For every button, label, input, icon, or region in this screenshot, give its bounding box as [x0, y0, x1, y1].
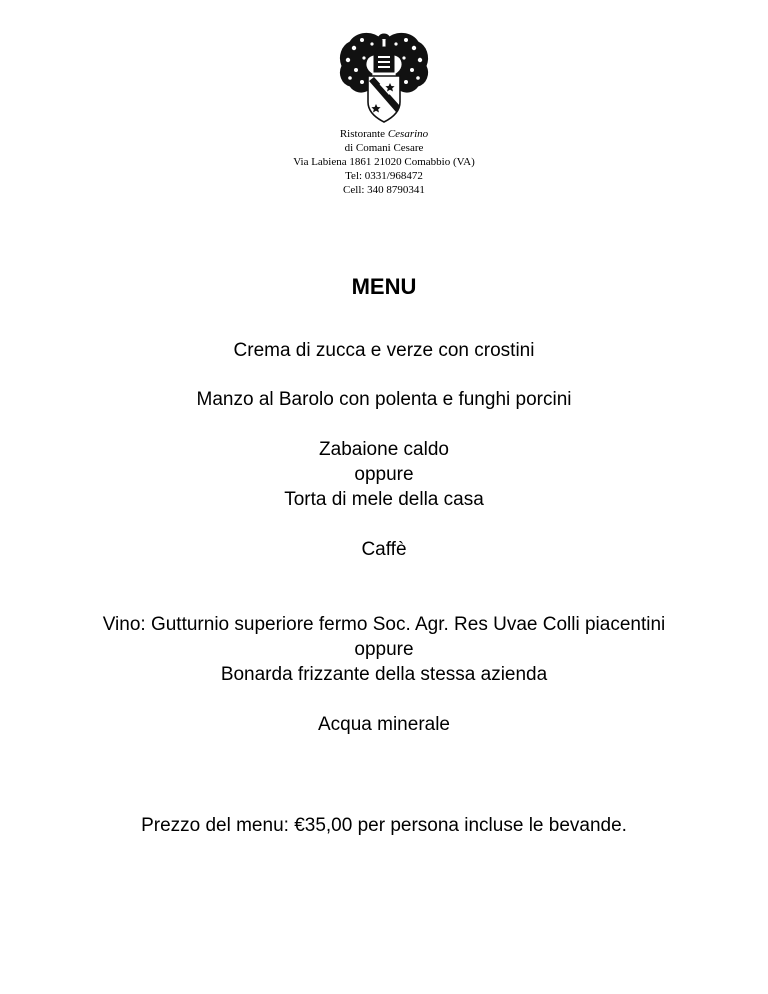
telephone-line: Tel: 0331/968472 — [345, 170, 423, 182]
wine-option-1: Vino: Gutturnio superiore fermo Soc. Agr. Res Uvae Colli piacentini — [102, 614, 666, 635]
restaurant-header — [0, 127, 768, 197]
wine-or: oppure — [354, 639, 414, 660]
course-dessert-2: Torta di mele della casa — [284, 489, 484, 510]
address-line: Via Labiena 1861 21020 Comabbio (VA) — [293, 156, 475, 168]
helmet — [374, 47, 394, 72]
restaurant-prefix: Ristorante — [339, 128, 386, 140]
restaurant-name-line — [0, 127, 768, 141]
course-dessert-1: Zabaione caldo — [319, 439, 449, 460]
course-main: Manzo al Barolo con polenta e funghi porcini — [196, 389, 572, 410]
course-coffee: Caffè — [361, 539, 407, 560]
course-starter: Crema di zucca e verze con crostini — [233, 340, 535, 361]
crest-top — [378, 34, 390, 40]
restaurant-name: Cesarino — [387, 128, 429, 140]
owner-line: di Comani Cesare — [344, 142, 424, 154]
coat-of-arms-logo — [334, 26, 434, 126]
menu-title: MENU — [351, 274, 417, 299]
price-line: Prezzo del menu: €35,00 per persona incluse le bevande. — [141, 815, 627, 836]
course-dessert-or: oppure — [354, 464, 414, 485]
wine-option-2: Bonarda frizzante della stessa azienda — [220, 664, 548, 685]
cellphone-line: Cell: 340 8790341 — [343, 184, 425, 196]
water-line: Acqua minerale — [317, 714, 451, 735]
